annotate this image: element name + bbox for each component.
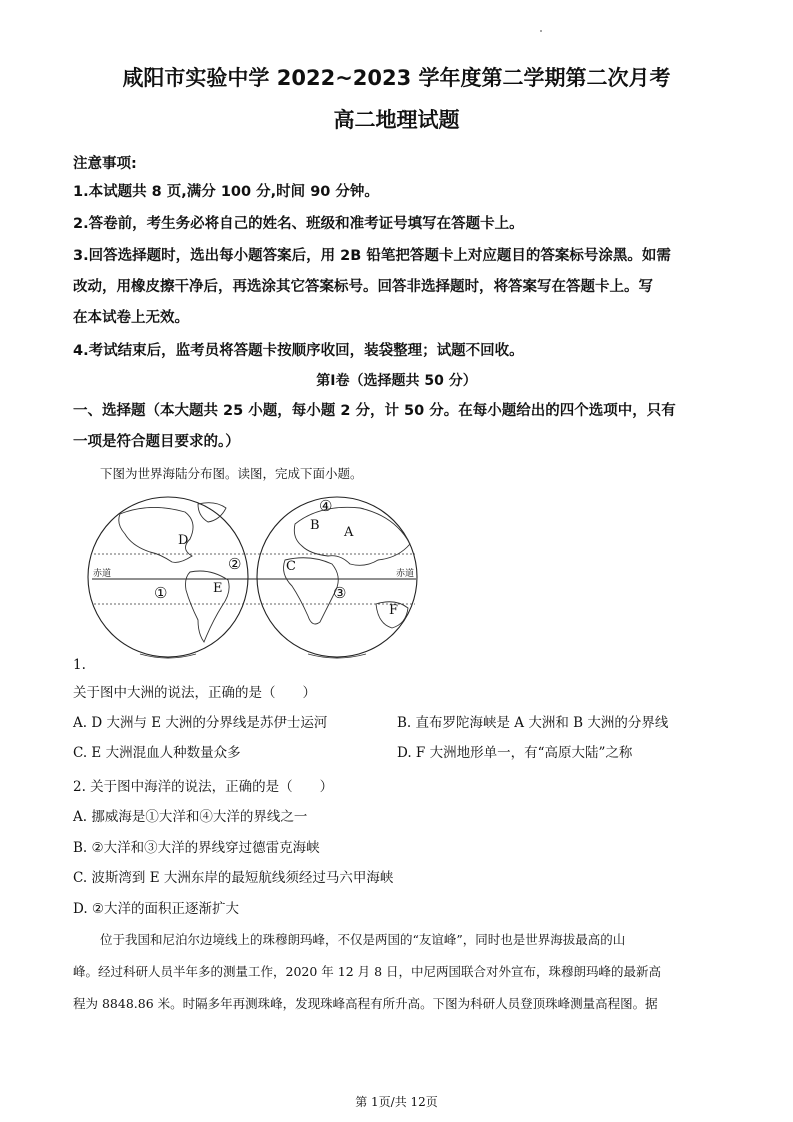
label-D: D (178, 533, 189, 548)
eastern-hemisphere-outline (257, 497, 417, 657)
south-america-shape (186, 571, 230, 642)
label-B: B (310, 518, 320, 533)
exam-subtitle: 高二地理试题 (333, 108, 460, 132)
q2-option-a: A. 挪威海是①大洋和④大洋的界线之一 (73, 809, 308, 825)
exam-title: 咸阳市实验中学 2022~2023 学年度第二学期第二次月考 (122, 66, 671, 90)
q1-number: 1. (73, 657, 86, 673)
note-1: 1.本试题共 8 页,满分 100 分,时间 90 分钟。 (73, 184, 379, 200)
note-2: 2.答卷前，考生务必将自己的姓名、班级和准考证号填写在答题卡上。 (73, 216, 524, 232)
label-A: A (344, 525, 354, 540)
q2-option-d: D. ②大洋的面积正逐渐扩大 (73, 901, 240, 917)
label-F: F (389, 603, 399, 618)
section-title: 第Ⅰ卷（选择题共 50 分） (316, 373, 477, 389)
note-3-line-3: 在本试卷上无效。 (73, 310, 189, 326)
label-C: C (286, 559, 296, 574)
western-hemisphere-outline (88, 497, 248, 657)
q1-option-d: D. F 大洲地形单一，有“高原大陆”之称 (397, 745, 633, 761)
label-E: E (213, 581, 223, 596)
passage-line-1: 位于我国和尼泊尔边境线上的珠穆朗玛峰，不仅是两国的“友谊峰”，同时也是世界海拔最高的山 (100, 932, 626, 947)
scan-dot (540, 30, 542, 32)
map-intro: 下图为世界海陆分布图。读图，完成下面小题。 (100, 466, 363, 481)
q1-stem: 关于图中大洲的说法，正确的是（ ） (73, 685, 316, 701)
passage-line-3: 程为 8848.86 米。时隔多年再测珠峰，发现珠峰高程有所升高。下图为科研人员登顶珠峰测量高程图。据 (73, 996, 658, 1011)
q2-option-c: C. 波斯湾到 E 大洲东岸的最短航线须经过马六甲海峡 (73, 870, 394, 886)
q1-option-a: A. D 大洲与 E 大洲的分界线是苏伊士运河 (73, 715, 328, 731)
q2-stem: 2. 关于图中海洋的说法，正确的是（ ） (73, 779, 334, 795)
q1-option-b: B. 直布罗陀海峡是 A 大洲和 B 大洲的分界线 (397, 715, 669, 731)
part1-instruction-line-2: 一项是符合题目要求的。） (73, 434, 240, 450)
part1-instruction-line-1: 一、选择题（本大题共 25 小题，每小题 2 分，计 50 分。在每小题给出的四个选项中，只有 (73, 403, 676, 419)
note-3-line-1: 3.回答选择题时，选出每小题答案后，用 2B 铅笔把答题卡上对应题目的答案标号涂黑。如需 (73, 248, 671, 264)
label-ocean-4: ④ (319, 497, 333, 515)
label-ocean-2: ② (228, 555, 242, 573)
note-4: 4.考试结束后，监考员将答题卡按顺序收回，装袋整理；试题不回收。 (73, 343, 524, 359)
q1-option-c: C. E 大洲混血人种数量众多 (73, 745, 241, 761)
world-map-figure (80, 494, 425, 664)
equator-label-right: 赤道 (396, 569, 415, 579)
label-ocean-3: ③ (333, 584, 347, 602)
label-ocean-1: ① (154, 584, 168, 602)
page-footer: 第 1页/共 12页 (355, 1095, 438, 1109)
equator-label-left: 赤道 (93, 569, 112, 579)
greenland-shape (198, 503, 226, 522)
note-3-line-2: 改动，用橡皮擦干净后，再选涂其它答案标号。回答非选择题时，将答案写在答题卡上。写 (73, 279, 653, 295)
q2-option-b: B. ②大洋和③大洋的界线穿过德雷克海峡 (73, 840, 320, 856)
passage-line-2: 峰。经过科研人员半年多的测量工作，2020 年 12 月 8 日，中尼两国联合对外宣布，珠穆朗玛峰的最新高 (73, 964, 662, 979)
notes-heading: 注意事项: (73, 156, 137, 172)
